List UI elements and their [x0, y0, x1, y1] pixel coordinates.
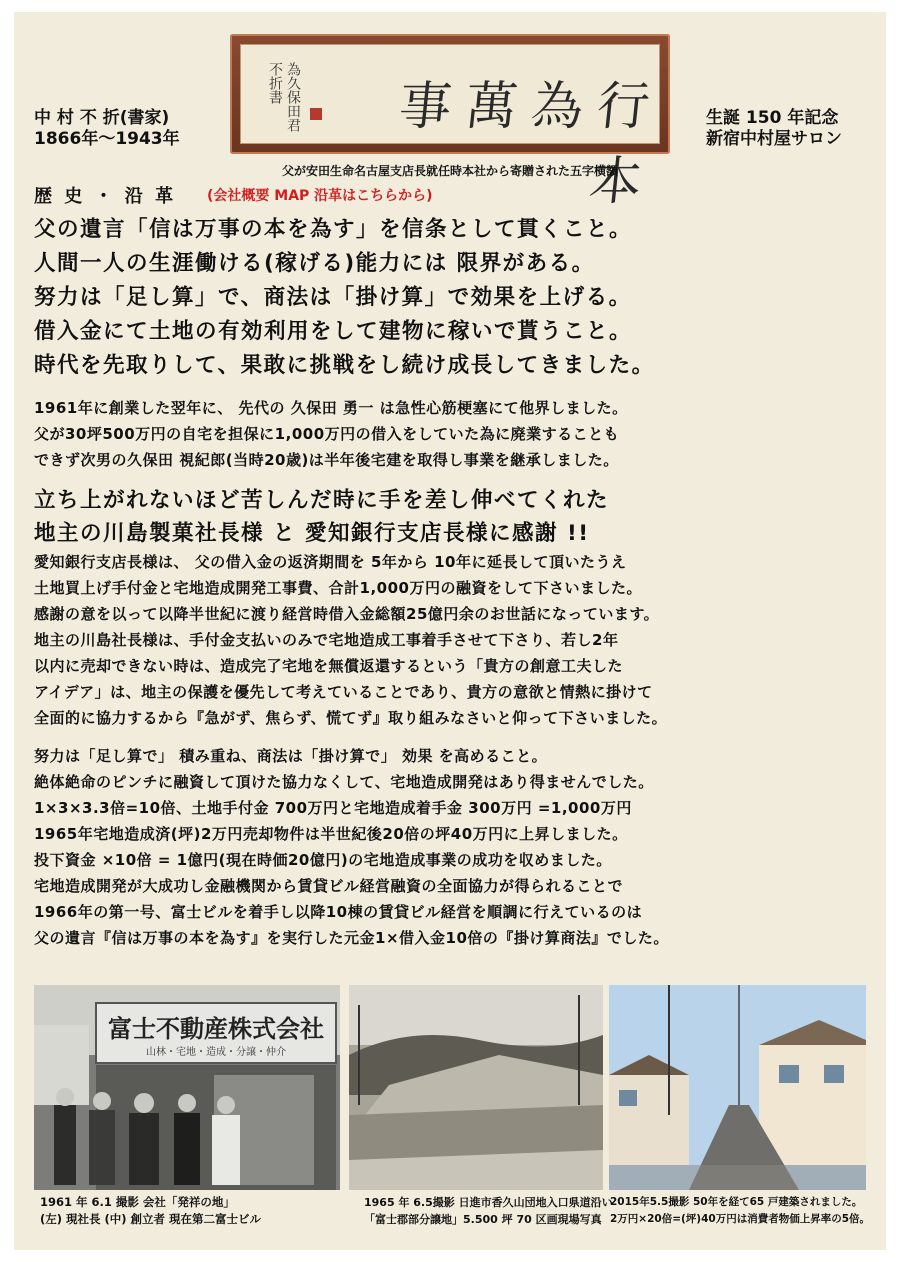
photo2-caption-line2: 「富士郡部分譲地」5.500 坪 70 区画現場写真 [364, 1213, 602, 1226]
creed-line-2: 人間一人の生涯働ける(稼げる)能力には 限界がある。 [34, 251, 595, 276]
business-text-line: 宅地造成開発が大成功し金融機関から賃貸ビル経営融資の全面協力が得られることで [34, 877, 624, 895]
artist-years: 1866年〜1943年 [34, 129, 180, 149]
seal-stamp [310, 108, 322, 120]
history-text-line: 1961年に創業した翌年に、 先代の 久保田 勇一 は急性心筋梗塞にて他界しました。 [34, 399, 628, 417]
support-text-line: 感謝の意を以って以降半世紀に渡り経営時借入金総額25億円余のお世話になっています。 [34, 605, 660, 623]
business-text-line: 絶体絶命のピンチに融資して頂けた協力なくして、宅地造成開発はあり得ませんでした。 [34, 773, 654, 791]
artist-heading [34, 108, 180, 150]
history-text-line: 父が30坪500万円の自宅を担保に1,000万円の借入をしていた為に廃業することも [34, 425, 620, 443]
storefront-sign-sub: 山林・宅地・造成・分譲・仲介 [146, 1047, 286, 1058]
photo3-caption [610, 1194, 870, 1228]
creed-line-1: 父の遺言「信は万事の本を為す」を信条として貫くこと。 [34, 217, 633, 242]
anniversary-venue: 新宿中村屋サロン [706, 129, 842, 149]
business-text-line: 1966年の第一号、富士ビルを着手し以降10棟の賃貸ビル経営を順調に行えているのは [34, 903, 643, 921]
photo2-caption-line1: 1965 年 6.5撮影 日進市香久山団地入口県道沿い [364, 1196, 613, 1209]
business-text-line: 父の遺言『信は万事の本を為す』を実行した元金1×借入金10倍の『掛け算商法』でした。 [34, 929, 669, 947]
business-text-line: 1×3×3.3倍=10倍、土地手付金 700万円と宅地造成着手金 300万円 =1,000万円 [34, 799, 632, 817]
anniversary-title: 生誕 150 年記念 [706, 108, 839, 128]
photo-storefront [34, 985, 340, 1190]
calligraphy-inscription: 為久保田君 不折書 [267, 62, 301, 132]
creed-line-3: 努力は「足し算」で、商法は「掛け算」で効果を上げる。 [34, 285, 632, 310]
company-overview-link[interactable]: (会社概要 MAP 沿革はこちらから) [207, 188, 433, 204]
section-title: 歴 史 ・ 沿 革 [34, 186, 177, 207]
photo-street-today [609, 985, 866, 1190]
photo2-caption [364, 1194, 613, 1228]
support-text-line: 地主の川島社長様は、手付金支払いのみで宅地造成工事着手させて下さり、若し2年 [34, 631, 619, 649]
creed-line-4: 借入金にて土地の有効利用をして建物に稼いで貰うこと。 [34, 319, 633, 344]
calligraphy-main: 行為萬事本 [396, 77, 667, 212]
creed-line-5: 時代を先取りして、果敢に挑戦をし続け成長してきました。 [34, 353, 655, 378]
anniversary-heading [706, 108, 842, 150]
photo1-caption [40, 1194, 261, 1228]
support-text-line: 土地買上げ手付金と宅地造成開発工事費、合計1,000万円の融資をして下さいました。 [34, 579, 642, 597]
support-text-line: 以内に売却できない時は、造成完了宅地を無償返還するという「貴方の創意工夫した [34, 657, 624, 675]
gratitude-line-2: 地主の川島製菓社長様 と 愛知銀行支店長様に感謝 !! [34, 521, 590, 546]
photo3-caption-line1: 2015年5.5撮影 50年を経て65 戸建築されました。 [610, 1196, 863, 1208]
artist-name: 中 村 不 折(書家) [34, 108, 170, 128]
business-text-line: 投下資金 ×10倍 = 1億円(現在時価20億円)の宅地造成事業の成功を収めました。 [34, 851, 612, 869]
photo1-caption-line2: (左) 現社長 (中) 創立者 現在第二富士ビル [40, 1212, 262, 1226]
history-text-line: できず次男の久保田 視紀郎(当時20歳)は半年後宅建を取得し事業を継承しました。 [34, 451, 619, 469]
business-text-line: 努力は「足し算で」 積み重ね、商法は「掛け算で」 効果 を高めること。 [34, 747, 548, 765]
photo-development-site [349, 985, 603, 1190]
business-text-line: 1965年宅地造成済(坪)2万円売却物件は半世紀後20倍の坪40万円に上昇しました。 [34, 825, 628, 843]
photo1-caption-line1: 1961 年 6.1 撮影 会社「発祥の地」 [40, 1195, 235, 1209]
support-text-line: アイデア」は、地主の保護を優先して考えていることであり、貴方の意欲と情熱に掛けて [34, 683, 653, 701]
storefront-sign: 富士不動産株式会社 [108, 1014, 324, 1043]
support-text-line: 全面的に協力するから『急がず、焦らず、慌てず』取り組みなさいと仰って下さいました。 [34, 709, 668, 727]
photo3-caption-line2: 2万円×20倍=(坪)40万円は消費者物価上昇率の5倍。 [610, 1213, 871, 1225]
gratitude-line-1: 立ち上がれないほど苦しんだ時に手を差し伸べてくれた [34, 488, 610, 513]
frame-caption: 父が安田生命名古屋支店長就任時本社から寄贈された五字横額 [281, 164, 618, 178]
support-text-line: 愛知銀行支店長様は、 父の借入金の返済期間を 5年から 10年に延長して頂いたうえ [34, 553, 627, 571]
